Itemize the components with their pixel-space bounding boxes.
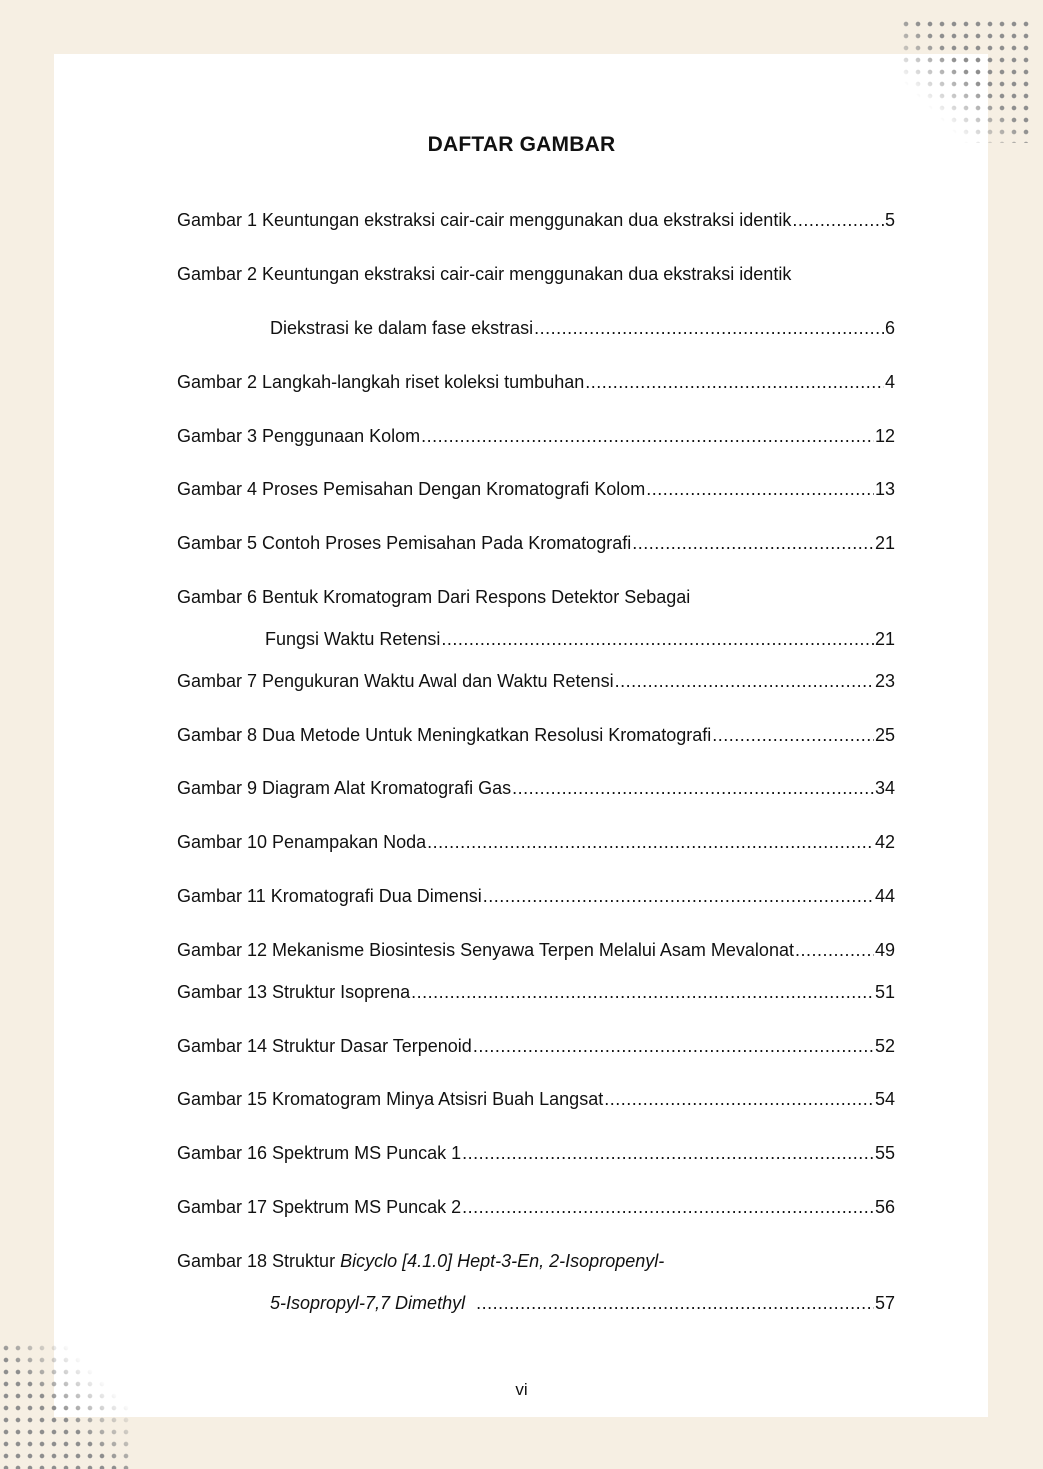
toc-entry[interactable] — [177, 1087, 895, 1111]
toc-entry[interactable] — [177, 1034, 895, 1058]
entry-label: Gambar 1 Keuntungan ekstraksi cair-cair menggunakan dua ekstraksi identik — [177, 210, 792, 230]
dot-leader — [421, 424, 874, 448]
entry-label: Gambar 2 Langkah-langkah riset koleksi tumbuhan — [177, 372, 585, 392]
dot-leader — [646, 477, 874, 501]
entry-page: 54 — [874, 1089, 895, 1109]
entry-page: 44 — [874, 886, 895, 906]
toc-entry[interactable] — [177, 669, 895, 693]
dot-leader — [441, 627, 874, 651]
dot-leader — [632, 531, 874, 555]
entry-page: 57 — [874, 1293, 895, 1313]
dot-leader — [462, 1195, 874, 1219]
entry-page: 49 — [874, 940, 895, 960]
entry-label: Gambar 11 Kromatografi Dua Dimensi — [177, 886, 482, 906]
entry-label: Gambar 15 Kromatogram Minya Atsisri Buah Langsat — [177, 1089, 604, 1109]
entry-page: 21 — [874, 629, 895, 649]
dot-leader — [473, 1034, 874, 1058]
dot-leader — [462, 1141, 874, 1165]
entry-label: Gambar 14 Struktur Dasar Terpenoid — [177, 1036, 472, 1056]
entry-label-continued: 5-Isopropyl-7,7 Dimethyl — [270, 1293, 476, 1313]
entry-label: Gambar 4 Proses Pemisahan Dengan Kromatografi Kolom — [177, 479, 646, 499]
entry-label: Gambar 12 Mekanisme Biosintesis Senyawa Terpen Melalui Asam Mevalonat — [177, 940, 794, 960]
decorative-dots-top-right — [900, 18, 1030, 143]
entry-page: 4 — [884, 372, 895, 392]
entry-label-italic: Bicyclo [4.1.0] Hept-3-En, 2-Isopropenyl- — [340, 1251, 665, 1271]
dot-leader — [534, 316, 884, 340]
entry-label: Gambar 18 Struktur — [177, 1251, 341, 1271]
dot-leader — [585, 370, 884, 394]
entry-label: Gambar 2 Keuntungan ekstraksi cair-cair menggunakan dua ekstraksi identik — [177, 264, 792, 284]
entry-page: 34 — [874, 778, 895, 798]
entry-page: 5 — [884, 210, 895, 230]
entry-page: 56 — [874, 1197, 895, 1217]
page-number: vi — [515, 1380, 528, 1399]
dot-leader — [512, 776, 874, 800]
decorative-dots-bottom-left — [0, 1342, 130, 1469]
toc-entry[interactable] — [177, 830, 895, 854]
dot-leader — [604, 1087, 874, 1111]
entry-page: 42 — [874, 832, 895, 852]
toc-entry[interactable] — [177, 776, 895, 800]
dot-leader — [476, 1291, 874, 1315]
toc-entry-continuation[interactable] — [177, 627, 895, 651]
toc-entry-continuation[interactable] — [177, 1291, 895, 1315]
toc-entry[interactable] — [177, 1195, 895, 1219]
dot-leader — [615, 669, 874, 693]
dot-leader — [792, 208, 884, 232]
toc-entry[interactable] — [177, 531, 895, 555]
entry-label: Gambar 16 Spektrum MS Puncak 1 — [177, 1143, 462, 1163]
dot-leader — [483, 884, 874, 908]
entry-page: 23 — [874, 671, 895, 691]
entry-page: 6 — [884, 318, 895, 338]
entry-label: Gambar 8 Dua Metode Untuk Meningkatkan Resolusi Kromatografi — [177, 725, 712, 745]
entry-label-continued: Diekstrasi ke dalam fase ekstrasi — [270, 318, 534, 338]
toc-entry[interactable] — [177, 938, 895, 962]
entry-page: 12 — [874, 426, 895, 446]
entry-label: Gambar 9 Diagram Alat Kromatografi Gas — [177, 778, 512, 798]
entry-label: Gambar 13 Struktur Isoprena — [177, 982, 411, 1002]
entry-label: Gambar 3 Penggunaan Kolom — [177, 426, 421, 446]
entry-label: Gambar 6 Bentuk Kromatogram Dari Respons Detektor Sebagai — [177, 587, 691, 607]
toc-entry[interactable] — [177, 1249, 895, 1273]
entry-page: 21 — [874, 533, 895, 553]
entry-page: 25 — [874, 725, 895, 745]
dot-leader — [712, 723, 874, 747]
toc-entry[interactable] — [177, 262, 895, 286]
toc-entry[interactable] — [177, 980, 895, 1004]
entry-page: 13 — [874, 479, 895, 499]
toc-entry[interactable] — [177, 477, 895, 501]
entry-page: 51 — [874, 982, 895, 1002]
entry-label-continued: Fungsi Waktu Retensi — [265, 629, 441, 649]
entry-label: Gambar 10 Penampakan Noda — [177, 832, 427, 852]
entry-label: Gambar 7 Pengukuran Waktu Awal dan Waktu Retensi — [177, 671, 614, 691]
entry-label: Gambar 17 Spektrum MS Puncak 2 — [177, 1197, 462, 1217]
dot-leader — [427, 830, 874, 854]
entry-label: Gambar 5 Contoh Proses Pemisahan Pada Kromatografi — [177, 533, 632, 553]
toc-entry[interactable] — [177, 884, 895, 908]
dot-leader — [795, 938, 874, 962]
toc-entry-continuation[interactable] — [177, 316, 895, 340]
entry-page: 55 — [874, 1143, 895, 1163]
toc-entry[interactable] — [177, 1141, 895, 1165]
toc-entry[interactable] — [177, 208, 895, 232]
toc-entry[interactable] — [177, 723, 895, 747]
toc-entry[interactable] — [177, 424, 895, 448]
toc-entry[interactable] — [177, 370, 895, 394]
dot-leader — [411, 980, 874, 1004]
page-title: DAFTAR GAMBAR — [427, 133, 616, 156]
entry-page: 52 — [874, 1036, 895, 1056]
toc-entry[interactable] — [177, 585, 895, 609]
